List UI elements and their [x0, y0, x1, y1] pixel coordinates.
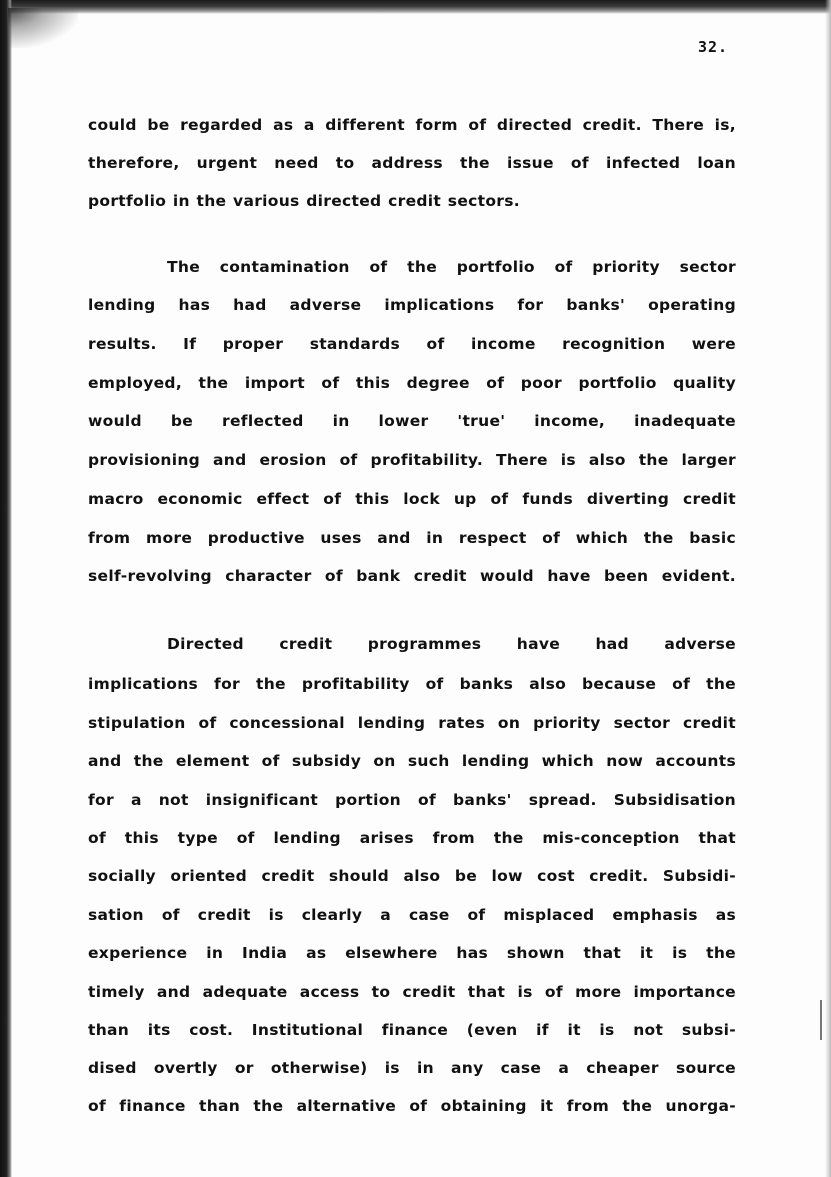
paragraph-2-line-2: lending has had adverse implications for banks' operating [88, 296, 736, 314]
paragraph-3-line-11: than its cost. Institutional finance (even if it is not subsi- [88, 1021, 736, 1039]
scan-right-edge [825, 0, 831, 1177]
paragraph-2-line-1: The contamination of the portfolio of priority sector [167, 258, 736, 276]
paragraph-3-line-13: of finance than the alternative of obtaining it from the unorga- [88, 1097, 736, 1115]
scan-corner-shadow [8, 8, 78, 48]
paragraph-3-line-8: sation of credit is clearly a case of misplaced emphasis as [88, 906, 736, 924]
paragraph-3-line-12: dised overtly or otherwise) is in any case a cheaper source [88, 1059, 736, 1077]
paragraph-3-line-9: experience in India as elsewhere has shown that it is the [88, 944, 736, 962]
paragraph-1-line-1: could be regarded as a different form of directed credit. There is, [88, 116, 736, 134]
paragraph-2-line-5: would be reflected in lower 'true' income, inadequate [88, 412, 736, 430]
paragraph-3-line-3: stipulation of concessional lending rates on priority sector credit [88, 714, 736, 732]
paragraph-2-line-3: results. If proper standards of income recognition were [88, 335, 736, 353]
paragraph-3-line-1: Directed credit programmes have had adverse [167, 635, 736, 653]
paragraph-2-line-9: self-revolving character of bank credit would have been evident. [88, 567, 736, 585]
paragraph-2-line-7: macro economic effect of this lock up of funds diverting credit [88, 490, 736, 508]
page-number: 32. [698, 38, 729, 56]
paragraph-2-line-4: employed, the import of this degree of poor portfolio quality [88, 374, 736, 392]
paragraph-2-line-6: provisioning and erosion of profitability. There is also the larger [88, 451, 736, 469]
scan-right-mark [820, 1000, 822, 1040]
paragraph-1-line-3: portfolio in the various directed credit sectors. [88, 192, 520, 210]
paragraph-3-line-10: timely and adequate access to credit that is of more importance [88, 983, 736, 1001]
paragraph-2-line-8: from more productive uses and in respect of which the basic [88, 529, 736, 547]
paragraph-3-line-7: socially oriented credit should also be low cost credit. Subsidi- [88, 867, 736, 885]
scan-binding-edge [0, 0, 12, 1177]
paragraph-3-line-4: and the element of subsidy on such lending which now accounts [88, 752, 736, 770]
paragraph-3-line-6: of this type of lending arises from the mis-conception that [88, 829, 736, 847]
paragraph-3-line-2: implications for the profitability of banks also because of the [88, 675, 736, 693]
paragraph-3-line-5: for a not insignificant portion of banks' spread. Subsidisation [88, 791, 736, 809]
paragraph-1-line-2: therefore, urgent need to address the issue of infected loan [88, 154, 736, 172]
scan-top-edge [0, 0, 831, 14]
